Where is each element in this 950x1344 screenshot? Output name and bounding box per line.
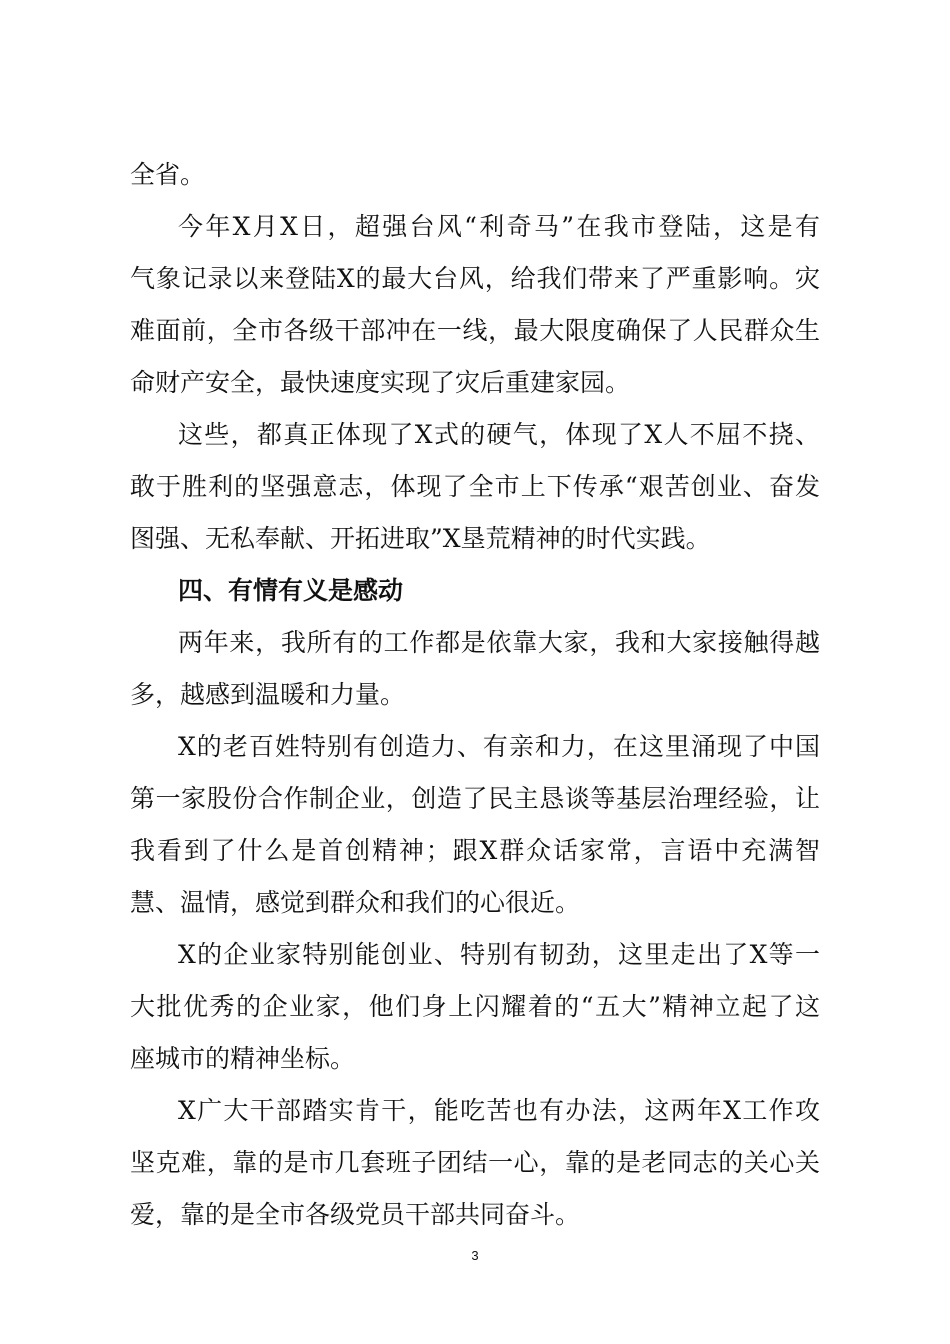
text-line: 命财产安全，最快速度实现了灾后重建家园。 [130, 368, 631, 397]
text-line: 我看到了什么是首创精神；跟X群众话家常，言语中充满智 [130, 836, 820, 865]
text-line: 多，越感到温暖和力量。 [130, 680, 406, 709]
text-line: 第一家股份合作制企业，创造了民主恳谈等基层治理经验，让 [130, 784, 820, 813]
text-line: 气象记录以来登陆X的最大台风，给我们带来了严重影响。灾 [130, 264, 820, 293]
text-line: 今年X月X日，超强台风“利奇马”在我市登陆，这是有 [178, 212, 820, 241]
text-line: X的企业家特别能创业、特别有韧劲，这里走出了X等一 [178, 940, 820, 969]
text-line: 坚克难，靠的是市几套班子团结一心，靠的是老同志的关心关 [130, 1148, 820, 1177]
text-line: 两年来，我所有的工作都是依靠大家，我和大家接触得越 [178, 628, 820, 657]
text-line: X的老百姓特别有创造力、有亲和力，在这里涌现了中国 [178, 732, 820, 761]
text-line: 图强、无私奉献、开拓进取”X垦荒精神的时代实践。 [130, 524, 711, 553]
text-line: 座城市的精神坐标。 [130, 1044, 356, 1073]
page-number: 3 [471, 1248, 479, 1263]
text-line: 敢于胜利的坚强意志，体现了全市上下传承“艰苦创业、奋发 [130, 472, 820, 501]
text-line: 这些，都真正体现了X式的硬气，体现了X人不屈不挠、 [178, 420, 820, 449]
text-line: 难面前，全市各级干部冲在一线，最大限度确保了人民群众生 [130, 316, 820, 345]
section-heading: 四、有情有义是感动 [178, 576, 404, 605]
text-line: 爱，靠的是全市各级党员干部共同奋斗。 [130, 1200, 581, 1229]
text-line: 慧、温情，感觉到群众和我们的心很近。 [130, 888, 581, 917]
text-line: X广大干部踏实肯干，能吃苦也有办法，这两年X工作攻 [178, 1096, 820, 1125]
text-line: 大批优秀的企业家，他们身上闪耀着的“五大”精神立起了这 [130, 992, 820, 1021]
text-line: 全省。 [130, 160, 206, 189]
